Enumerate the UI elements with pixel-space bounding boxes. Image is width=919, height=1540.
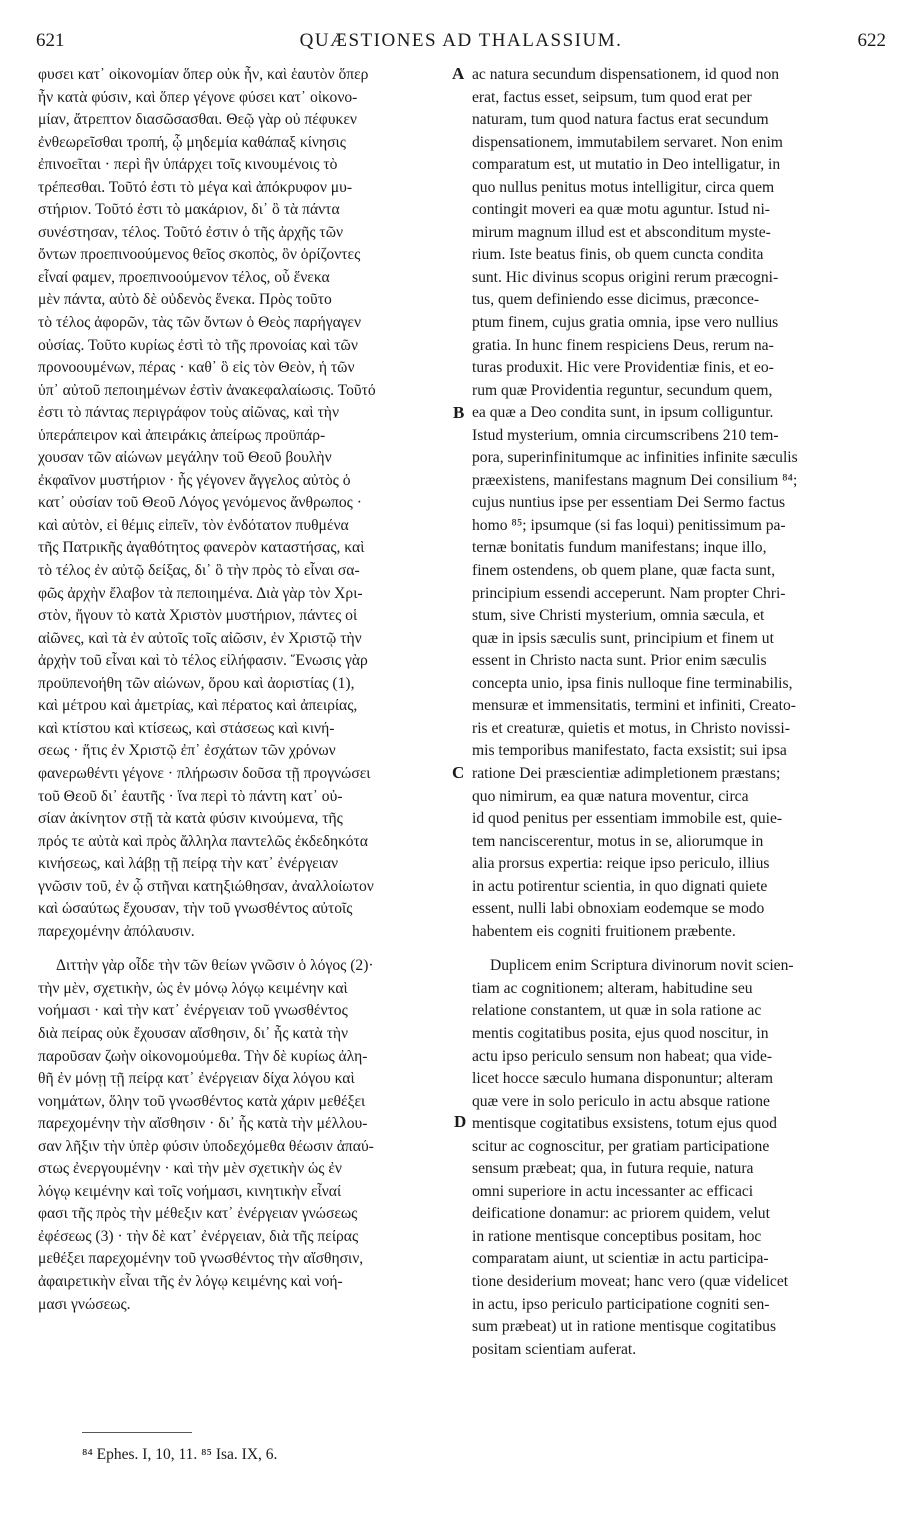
margin-letter-c: C — [452, 763, 465, 782]
running-title: QUÆSTIONES AD THALASSIUM. — [299, 30, 623, 51]
greek-text-line: πρός τε αὐτὰ καὶ πρὸς ἄλληλα παντελῶς ἐκδεδηκότα — [38, 832, 368, 850]
latin-text-line: mirum magnum illud est et absconditum myste- — [472, 223, 771, 241]
latin-text-column — [472, 64, 886, 1361]
footnotes: ⁸⁴ Ephes. I, 10, 11. ⁸⁵ Isa. IX, 6. — [82, 1446, 278, 1463]
greek-text-line: παροῦσαν ζωὴν οἰκονομούμεθα. Τὴν δὲ κυρίως ἀλη- — [38, 1047, 368, 1065]
greek-text-line: μὲν πάντα, αὐτὸ δὲ οὐδενὸς ἕνεκα. Πρὸς τοῦτο — [38, 291, 332, 309]
latin-text-line: præexistens, manifestans magnum Dei consilium ⁸⁴; — [472, 471, 798, 489]
greek-text-line: ὑπ᾽ αὐτοῦ πεποιημένων ἐστὶν ἀνακεφαλαίωσις. Τοῦτό — [38, 381, 376, 399]
latin-text-line: ac natura secundum dispensationem, id quod non — [472, 66, 780, 83]
latin-text-line: cujus nuntius ipse per essentiam Dei Sermo factus — [472, 494, 786, 512]
greek-text-line: φυσει κατ᾽ οἰκονομίαν ὅπερ οὐκ ἦν, καὶ ἑαυτὸν ὅπερ — [38, 66, 369, 83]
greek-text-line: ἐφέσεως (3) · τὴν δὲ κατ᾽ ἐνέργειαν, διὰ τῆς πείρας — [38, 1227, 359, 1245]
greek-text-line: εἶναί φαμεν, προεπινοούμενον τέλος, οὗ ἕνεκα — [38, 268, 330, 286]
greek-text-line: ἐπινοεῖται · περὶ ἣν ὑπάρχει τοῖς κινουμένοις τὸ — [38, 156, 338, 174]
greek-text-line: προνοουμένων, πέρας · καθ᾽ ὃ εἰς τὸν Θεὸν, ἡ τῶν — [38, 359, 355, 377]
greek-text-line: αἰῶνες, καὶ τὰ ἐν αὐτοῖς τοῖς αἰῶσιν, ἐν Χριστῷ τὴν — [38, 629, 362, 647]
latin-text-line: scitur ac cognoscitur, per gratiam participatione — [472, 1137, 770, 1155]
greek-text-line: μασι γνώσεως. — [38, 1295, 131, 1313]
greek-text-line: τὸ τέλος ἐν αὐτῷ δείξας, δι᾽ ὃ τὴν πρὸς τὸ εἶναι σα- — [38, 562, 360, 580]
greek-text-line: διὰ πείρας οὐκ ἔχουσαν αἴσθησιν, δι᾽ ἧς κατὰ τὴν — [38, 1024, 349, 1042]
latin-text-line: ris et creaturæ, quietis et motus, in Christo novissi- — [472, 719, 790, 737]
greek-text-line: συνέστησαν, τέλος. Τοῦτό ἐστιν ὁ τῆς ἀρχῆς τῶν — [38, 223, 344, 241]
greek-text-line: λόγῳ κειμένην καὶ τοῖς νοήμασι, κινητικὴν εἶναί — [38, 1182, 342, 1200]
greek-text-line: τὴν μὲν, σχετικὴν, ὡς ἐν μόνῳ λόγῳ κειμένην καὶ — [38, 979, 348, 997]
greek-text-line: μεθέξει παρεχομένην τοῦ γνωσθέντος τὴν αἴσθησιν, — [38, 1250, 364, 1268]
latin-text-line: relatione constantem, ut quæ in sola ratione ac — [472, 1002, 762, 1020]
latin-text-line: essent in Christo nacta sunt. Prior enim sæculis — [472, 652, 767, 670]
greek-text-line: Διττὴν γὰρ οἶδε τὴν τῶν θείων γνῶσιν ὁ λόγος (2)· — [56, 957, 374, 975]
latin-text-line: sensum præbeat; qua, in futura requie, natura — [472, 1160, 754, 1178]
greek-text-line: παρεχομένην τὴν αἴσθησιν · δι᾽ ἧς κατὰ τὴν μέλλου- — [38, 1115, 368, 1133]
greek-text-line: τῆς Πατρικῆς ἀγαθότητος φανερὸν καταστήσας, καὶ — [38, 539, 365, 557]
footnote-rule — [82, 1432, 192, 1433]
latin-text-line: ptum finem, cujus gratia omnia, ipse vero nullius — [472, 314, 779, 332]
greek-text-line: νοήμασι · καὶ τὴν κατ᾽ ἐνέργειαν τοῦ γνωσθέντος — [38, 1002, 348, 1020]
latin-text-line: concepta unio, ipsa finis nulloque fine terminabilis, — [472, 674, 793, 692]
latin-text-line: finem ostendens, ob quem plane, quæ facta sunt, — [472, 562, 776, 580]
latin-text-line: tione desiderium moveat; hanc vero (quæ videlicet — [472, 1272, 789, 1290]
latin-text-line: mentisque cogitatibus exsistens, totum ejus quod — [472, 1115, 777, 1133]
greek-text-line: στως ἐνεργουμένην · καὶ τὴν μὲν σχετικὴν ὡς ἐν — [38, 1160, 342, 1178]
latin-text-line: positam scientiam auferat. — [472, 1340, 637, 1358]
latin-text-line: habentem eis cogniti fruitionem præbente. — [472, 922, 736, 940]
latin-text-line: essent, nulli labi obnoxiam eodemque se modo — [472, 900, 765, 918]
greek-text-line: στὸν, ἤγουν τὸ κατὰ Χριστὸν μυστήριον, πάντες οἱ — [38, 607, 358, 625]
greek-text-line: καὶ μέτρου καὶ ἀμετρίας, καὶ πέρατος καὶ ἀπειρίας, — [38, 697, 358, 715]
latin-text-line: comparatum est, ut mutatio in Deo intelligatur, in — [472, 156, 781, 174]
latin-text-line: actu ipso periculo sensum non habeat; qua vide- — [472, 1047, 773, 1065]
latin-text-line: mensuræ et immensitatis, termini et infiniti, Creato- — [472, 697, 796, 715]
latin-text-line: principium essendi acceperunt. Nam propter Chri- — [472, 584, 786, 602]
paragraph-gap — [472, 943, 886, 955]
greek-text-line: καὶ αὐτὸν, εἰ θέμις εἰπεῖν, τὸν ἐνδότατον πυθμένα — [38, 516, 349, 534]
greek-text-line: φασι τῆς πρὸς τὴν μέθεξιν κατ᾽ ἐνέργειαν γνώσεως — [38, 1205, 358, 1223]
latin-text-line: omni superiore in actu incessanter ac efficaci — [472, 1182, 754, 1200]
latin-text-line: Duplicem enim Scriptura divinorum novit scien- — [490, 957, 794, 975]
margin-letter-a: A — [452, 64, 465, 83]
latin-text-line: ea quæ a Deo condita sunt, in ipsum colliguntur. — [472, 404, 774, 422]
latin-text-line: rium. Iste beatus finis, ob quem cuncta condita — [472, 246, 764, 264]
latin-text-line: sum præbeat) ut in ratione mentisque cogitatibus — [472, 1318, 777, 1336]
greek-text-line: φῶς ἀρχὴν ἔλαβον τὰ πεποιημένα. Διὰ γὰρ τὸν Χρι- — [38, 584, 363, 602]
latin-text-line: licet hocce sæculo humana disponuntur; alteram — [472, 1070, 773, 1088]
latin-text-line: quæ in ipsis sæculis sunt, principium et finem ut — [472, 629, 774, 647]
latin-text-line: mis temporibus manifestato, facta exsistit; sui ipsa — [472, 742, 787, 760]
latin-text-line: homo ⁸⁵; ipsumque (si fas loqui) penitissimum pa- — [472, 516, 786, 534]
greek-text-line: σαν λῆξιν τὴν ὑπὲρ φύσιν ὑποδεχόμεθα θέωσιν ἀπαύ- — [38, 1137, 374, 1155]
greek-text-line: προϋπενοήθη τῶν αἰώνων, ὅρου καὶ ἀοριστίας (1), — [38, 674, 355, 692]
greek-text-line: μίαν, ἄτρεπτον διασῶσασθαι. Θεῷ γὰρ οὐ πέφυκεν — [38, 111, 357, 129]
latin-text-line: alia prorsus expertia: reique ipso periculo, illius — [472, 855, 770, 873]
greek-text-line: νοημάτων, ὅλην τοῦ γνωσθέντος κατὰ χάριν μεθέξει — [38, 1092, 366, 1110]
latin-text-line: quo nimirum, ea quæ natura moventur, circa — [472, 787, 749, 805]
greek-text-line: ἐνθεωρεῖσθαι τροπή, ᾧ μηδεμία καθάπαξ κίνησις — [38, 133, 346, 151]
greek-text-line: τὸ τέλος ἀφορῶν, τὰς τῶν ὄντων ὁ Θεὸς παρήγαγεν — [38, 314, 362, 332]
latin-text-line: ratione Dei præscientiæ adimpletionem præstans; — [472, 764, 781, 782]
greek-text-line: σίαν ἀκίνητον στῇ τὰ κατὰ φύσιν κινούμενα, τῆς — [38, 810, 343, 828]
latin-text-line: dispensationem, immutabilem servaret. Non enim — [472, 133, 783, 151]
page-header — [36, 30, 886, 56]
latin-text-line: contingit moveri ea quæ motu aguntur. Istud ni- — [472, 201, 770, 219]
paragraph-gap — [38, 943, 454, 955]
greek-text-line: τρέπεσθαι. Τοῦτό ἐστι τὸ μέγα καὶ ἀπόκρυφον μυ- — [38, 178, 353, 196]
latin-text-line: in actu, ipso periculo participatione cogniti sen- — [472, 1295, 770, 1313]
greek-text-line: φανερωθέντι γέγονε · πλήρωσιν δοῦσα τῇ προγνώσει — [38, 764, 371, 782]
latin-text-line: naturam, tum quod natura factus erat secundum — [472, 111, 769, 129]
greek-text-line: κινήσεως, καὶ λάβῃ τῇ πείρᾳ τὴν κατ᾽ ἐνέργειαν — [38, 855, 339, 873]
greek-text-line: τοῦ Θεοῦ δι᾽ ἑαυτῆς · ἵνα περὶ τὸ πάντη κατ᾽ οὐ- — [38, 787, 343, 805]
latin-text-line: erat, factus esset, seipsum, tum quod erat per — [472, 88, 752, 106]
latin-text-line: in actu potirentur scientia, in quo dignati quiete — [472, 877, 768, 895]
latin-text-line: sunt. Hic divinus scopus origini rerum præcogni- — [472, 268, 779, 286]
latin-text-line: pora, superinfinitumque ac infinities infinite sæculis — [472, 449, 798, 467]
margin-letter-b: B — [453, 403, 465, 422]
latin-text-line: stum, sive Christi mysterium, omnia sæcula, et — [472, 607, 765, 625]
latin-text-line: turas produxit. Hic vere Providentiæ finis, et eo- — [472, 359, 774, 377]
greek-text-line: παρεχομένην ἀπόλαυσιν. — [38, 922, 195, 940]
greek-text-line: καὶ ὡσαύτως ἔχουσαν, τὴν τοῦ γνωσθέντος αὐτοῖς — [38, 900, 353, 918]
greek-text-line: θῆ ἐν μόνῃ τῇ πείρᾳ κατ᾽ ἐνέργειαν δίχα λόγου καὶ — [38, 1070, 355, 1088]
greek-text-line: στήριον. Τοῦτό ἐστι τὸ μακάριον, δι᾽ ὃ τὰ πάντα — [38, 201, 340, 219]
greek-text-line: ἦν κατὰ φύσιν, καὶ ὅπερ γέγονε φύσει κατ᾽ οἰκονο- — [38, 88, 358, 106]
latin-text-line: id quod penitus per essentiam immobile est, quie- — [472, 810, 783, 828]
latin-text-line: mentis cogitatibus posita, ejus quod noscitur, in — [472, 1024, 769, 1042]
latin-text-line: comparatam aiunt, ut scientiæ in actu participa- — [472, 1250, 769, 1268]
greek-text-line: κατ᾽ οὐσίαν τοῦ Θεοῦ Λόγος γενόμενος ἄνθρωπος · — [38, 494, 362, 512]
greek-text-column — [38, 64, 454, 1316]
greek-text-line: ἀφαιρετικὴν εἶναι τῆς ἐν λόγῳ κειμένης καὶ νοή- — [38, 1272, 343, 1290]
greek-text-line: ἐκφαῖνον μυστήριον · ἧς γέγονεν ἄγγελος αὐτὸς ὁ — [38, 471, 351, 489]
latin-text-line: rum quæ Providentia reguntur, secundum quem, — [472, 381, 773, 399]
greek-text-line: ἀρχὴν τοῦ εἶναι καὶ τὸ τέλος εἰλήφασιν. Ἕνωσις γὰρ — [38, 652, 368, 670]
latin-text-line: ternæ bonitatis fundum manifestans; inque illo, — [472, 539, 767, 557]
latin-text-line: quæ vere in solo periculo in actu absque ratione — [472, 1092, 770, 1110]
greek-text-line: ὑπεράπειρον καὶ ἀπειράκις ἀπείρως προϋπάρ- — [38, 426, 326, 444]
greek-text-line: οὐσίας. Τοῦτο κυρίως ἐστὶ τὸ τῆς προνοίας καὶ τῶν — [38, 336, 358, 354]
greek-text-line: γνῶσιν τοῦ, ἐν ᾧ στῆναι κατηξιώθησαν, ἀναλλοίωτον — [38, 877, 374, 895]
latin-text-line: Istud mysterium, omnia circumscribens 210 tem- — [472, 426, 779, 444]
margin-letter-d: D — [454, 1112, 467, 1131]
greek-text-line: ὄντων προεπινοούμενος θεῖος σκοπὸς, ὃν ὁρίζοντες — [38, 246, 361, 264]
latin-text-line: tem nanciscerentur, motus in se, aliorumque in — [472, 832, 764, 850]
latin-text-line: in ratione mentisque conceptibus positam, hoc — [472, 1227, 762, 1245]
page-number-left: 621 — [36, 30, 65, 51]
greek-text-line: χουσαν τῶν αἰώνων μεγάλην τοῦ Θεοῦ βουλὴν — [38, 449, 332, 467]
latin-text-line: tus, quem definiendo esse dicimus, præconce- — [472, 291, 760, 309]
latin-text-line: quo nullus penitus motus intelligitur, circa quem — [472, 178, 775, 196]
greek-text-line: καὶ κτίστου καὶ κτίσεως, καὶ στάσεως καὶ κινή- — [38, 719, 335, 737]
latin-text-line: gratia. In hunc finem respiciens Deus, rerum na- — [472, 336, 774, 354]
greek-text-line: σεως · ἥτις ἐν Χριστῷ ἐπ᾽ ἐσχάτων τῶν χρόνων — [38, 742, 336, 760]
latin-text-line: tiam ac cognitionem; alteram, habitudine seu — [472, 979, 753, 997]
greek-text-line: ἐστι τὸ πάντας περιγράφον τοὺς αἰῶνας, καὶ τὴν — [38, 404, 340, 422]
page-number-right: 622 — [857, 30, 886, 51]
latin-text-line: deificatione donamur: ac priorem quidem, velut — [472, 1205, 770, 1223]
